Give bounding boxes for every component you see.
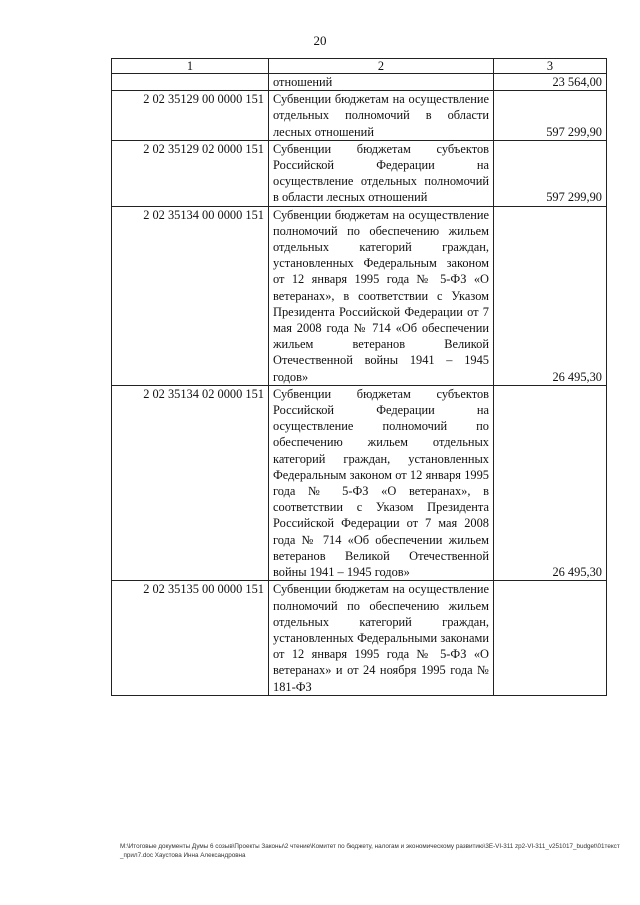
column-header-amount: 3	[494, 59, 607, 74]
budget-code: 2 02 35134 02 0000 151	[112, 385, 269, 580]
table-row	[112, 385, 607, 580]
budget-item-name: отношений	[269, 74, 494, 91]
table-header-row	[112, 59, 607, 74]
table-row	[112, 206, 607, 385]
budget-code: 2 02 35129 00 0000 151	[112, 91, 269, 141]
table-row	[112, 74, 607, 91]
table-row	[112, 581, 607, 695]
document-path-footer: M:\Итоговые документы Думы 6 созыв\Проекты Законы\2 чтение\Комитет по бюджету, налогам и экономическому развитию\3Е-VI-311 zp2-VI-311_v251017_budget\01текст_прил7.doc Хаустова Инна Александровна	[120, 843, 620, 859]
budget-code: 2 02 35135 00 0000 151	[112, 581, 269, 695]
budget-item-name: Субвенции бюджетам на осуществление полномочий по обеспечению жильем отдельных категорий граждан, установленных Федеральными законами от 12 января 1995 года № 5-ФЗ «О ветеранах» и от 24 ноября 1995 года № 181-ФЗ	[269, 581, 494, 695]
budget-amount: 26 495,30	[494, 206, 607, 385]
budget-amount: 26 495,30	[494, 385, 607, 580]
budget-amount: 597 299,90	[494, 91, 607, 141]
column-header-name: 2	[269, 59, 494, 74]
budget-code: 2 02 35129 02 0000 151	[112, 140, 269, 206]
budget-code: 2 02 35134 00 0000 151	[112, 206, 269, 385]
budget-amount: 23 564,00	[494, 74, 607, 91]
table-row	[112, 91, 607, 141]
budget-amount: 597 299,90	[494, 140, 607, 206]
budget-table	[111, 58, 607, 696]
budget-item-name: Субвенции бюджетам субъектов Российской Федерации на осуществление отдельных полномочий в области лесных отношений	[269, 140, 494, 206]
page-number: 20	[313, 33, 327, 48]
budget-item-name: Субвенции бюджетам на осуществление полномочий по обеспечению жильем отдельных категорий граждан, установленных Федеральным законом от 12 января 1995 года № 5-ФЗ «О ветеранах», в соответствии с Указом Президента Российской Федерации от 7 мая 2008 года № 714 «Об обеспечении жильем ветеранов Великой Отечественной войны 1941 – 1945 годов»	[269, 206, 494, 385]
column-header-code: 1	[112, 59, 269, 74]
budget-amount	[494, 581, 607, 695]
budget-code	[112, 74, 269, 91]
budget-item-name: Субвенции бюджетам на осуществление отдельных полномочий в области лесных отношений	[269, 91, 494, 141]
budget-item-name: Субвенции бюджетам субъектов Российской Федерации на осуществление полномочий по обеспечению жильем отдельных категорий граждан, установленных Федеральным законом от 12 января 1995 года № 5-ФЗ «О ветеранах», в соответствии с Указом Президента Российской Федерации от 7 мая 2008 года № 714 «Об обеспечении жильем ветеранов Великой Отечественной войны 1941 – 1945 годов»	[269, 385, 494, 580]
table-row	[112, 140, 607, 206]
